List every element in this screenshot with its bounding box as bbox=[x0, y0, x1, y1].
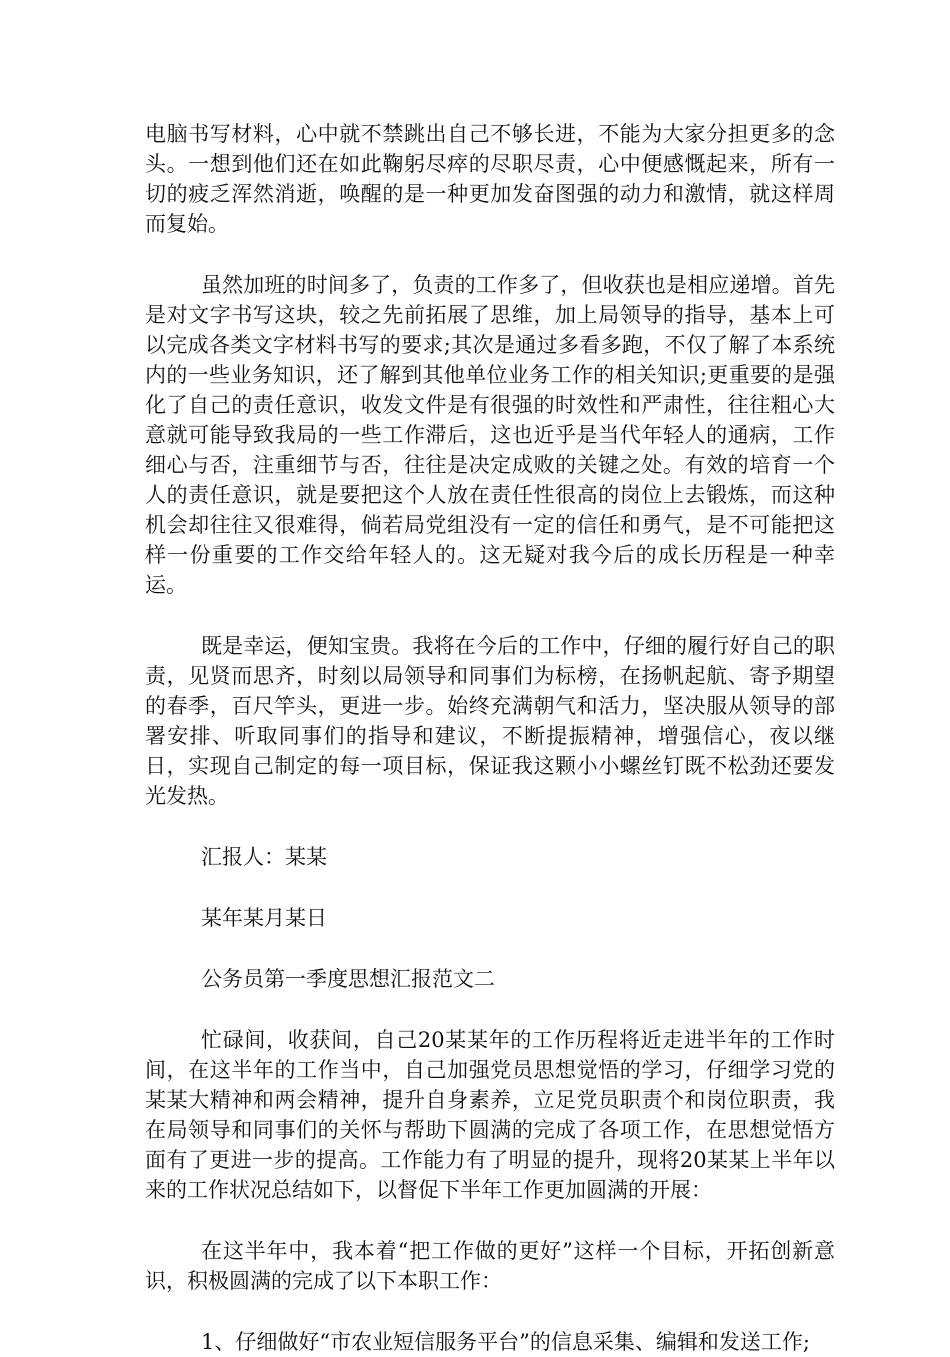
paragraph-fortune: 既是幸运，便知宝贵。我将在今后的工作中，仔细的履行好自己的职责，见贤而思齐，时刻以局领导和同事们为标榜，在扬帆起航、寄予期望的春季，百尺竿头，更进一步。始终充满朝气和活力，坚决服从领导的部署安排、听取同事们的指导和建议，不断提振精神，增强信心，夜以继日，实现自己制定的每一项目标，保证我这颗小小螺丝钉既不松劲还要发光发热。 bbox=[145, 634, 835, 808]
date-line: 某年某月某日 bbox=[201, 906, 327, 930]
paragraph-harvest: 虽然加班的时间多了，负责的工作多了，但收获也是相应递增。首先是对文字书写这块，较之先前拓展了思维，加上局领导的指导，基本上可以完成各类文字材料书写的要求;其次是通过多看多跑，不仅了解了本系统内的一些业务知识，还了解到其他单位业务工作的相关知识;更重要的是强化了自己的责任意识，收发文件是有很强的时效性和严肃性，往往粗心大意就可能导致我局的一些工作滞后，这也近乎是当代年轻人的通病，工作细心与否，注重细节与否，往往是决定成败的关键之处。有效的培育一个人的责任意识，就是要把这个人放在责任性很高的岗位上去锻炼，而这种机会却往往又很难得，倘若局党组没有一定的信任和勇气，是不可能把这样一份重要的工作交给年轻人的。这无疑对我今后的成长历程是一种幸运。 bbox=[145, 273, 835, 597]
section-title: 公务员第一季度思想汇报范文二 bbox=[201, 967, 495, 991]
document-page bbox=[145, 119, 835, 1357]
reporter-line: 汇报人：某某 bbox=[201, 845, 327, 869]
list-item-1: 1、仔细做好“市农业短信服务平台”的信息采集、编辑和发送工作; bbox=[201, 1330, 810, 1354]
paragraph-busy: 忙碌间，收获间，自己20某某年的工作历程将近走进半年的工作时间，在这半年的工作当中，自己加强党员思想觉悟的学习，仔细学习党的某某大精神和两会精神，提升自身素养，立足党员职责个和岗位职责，我在局领导和同事们的关怀与帮助下圆满的完成了各项工作，在思想觉悟方面有了更进一步的提高。工作能力有了明显的提升，现将20某某上半年以来的工作状况总结如下，以督促下半年工作更加圆满的开展： bbox=[145, 1028, 835, 1202]
paragraph-continuation: 电脑书写材料，心中就不禁跳出自己不够长进，不能为大家分担更多的念头。一想到他们还在如此鞠躬尽瘁的尽职尽责，心中便感慨起来，所有一切的疲乏浑然消逝，唤醒的是一种更加发奋图强的动力和激情，就这样周而复始。 bbox=[145, 122, 835, 236]
paragraph-goal: 在这半年中，我本着“把工作做的更好”这样一个目标，开拓创新意识，积极圆满的完成了以下本职工作： bbox=[145, 1239, 835, 1293]
